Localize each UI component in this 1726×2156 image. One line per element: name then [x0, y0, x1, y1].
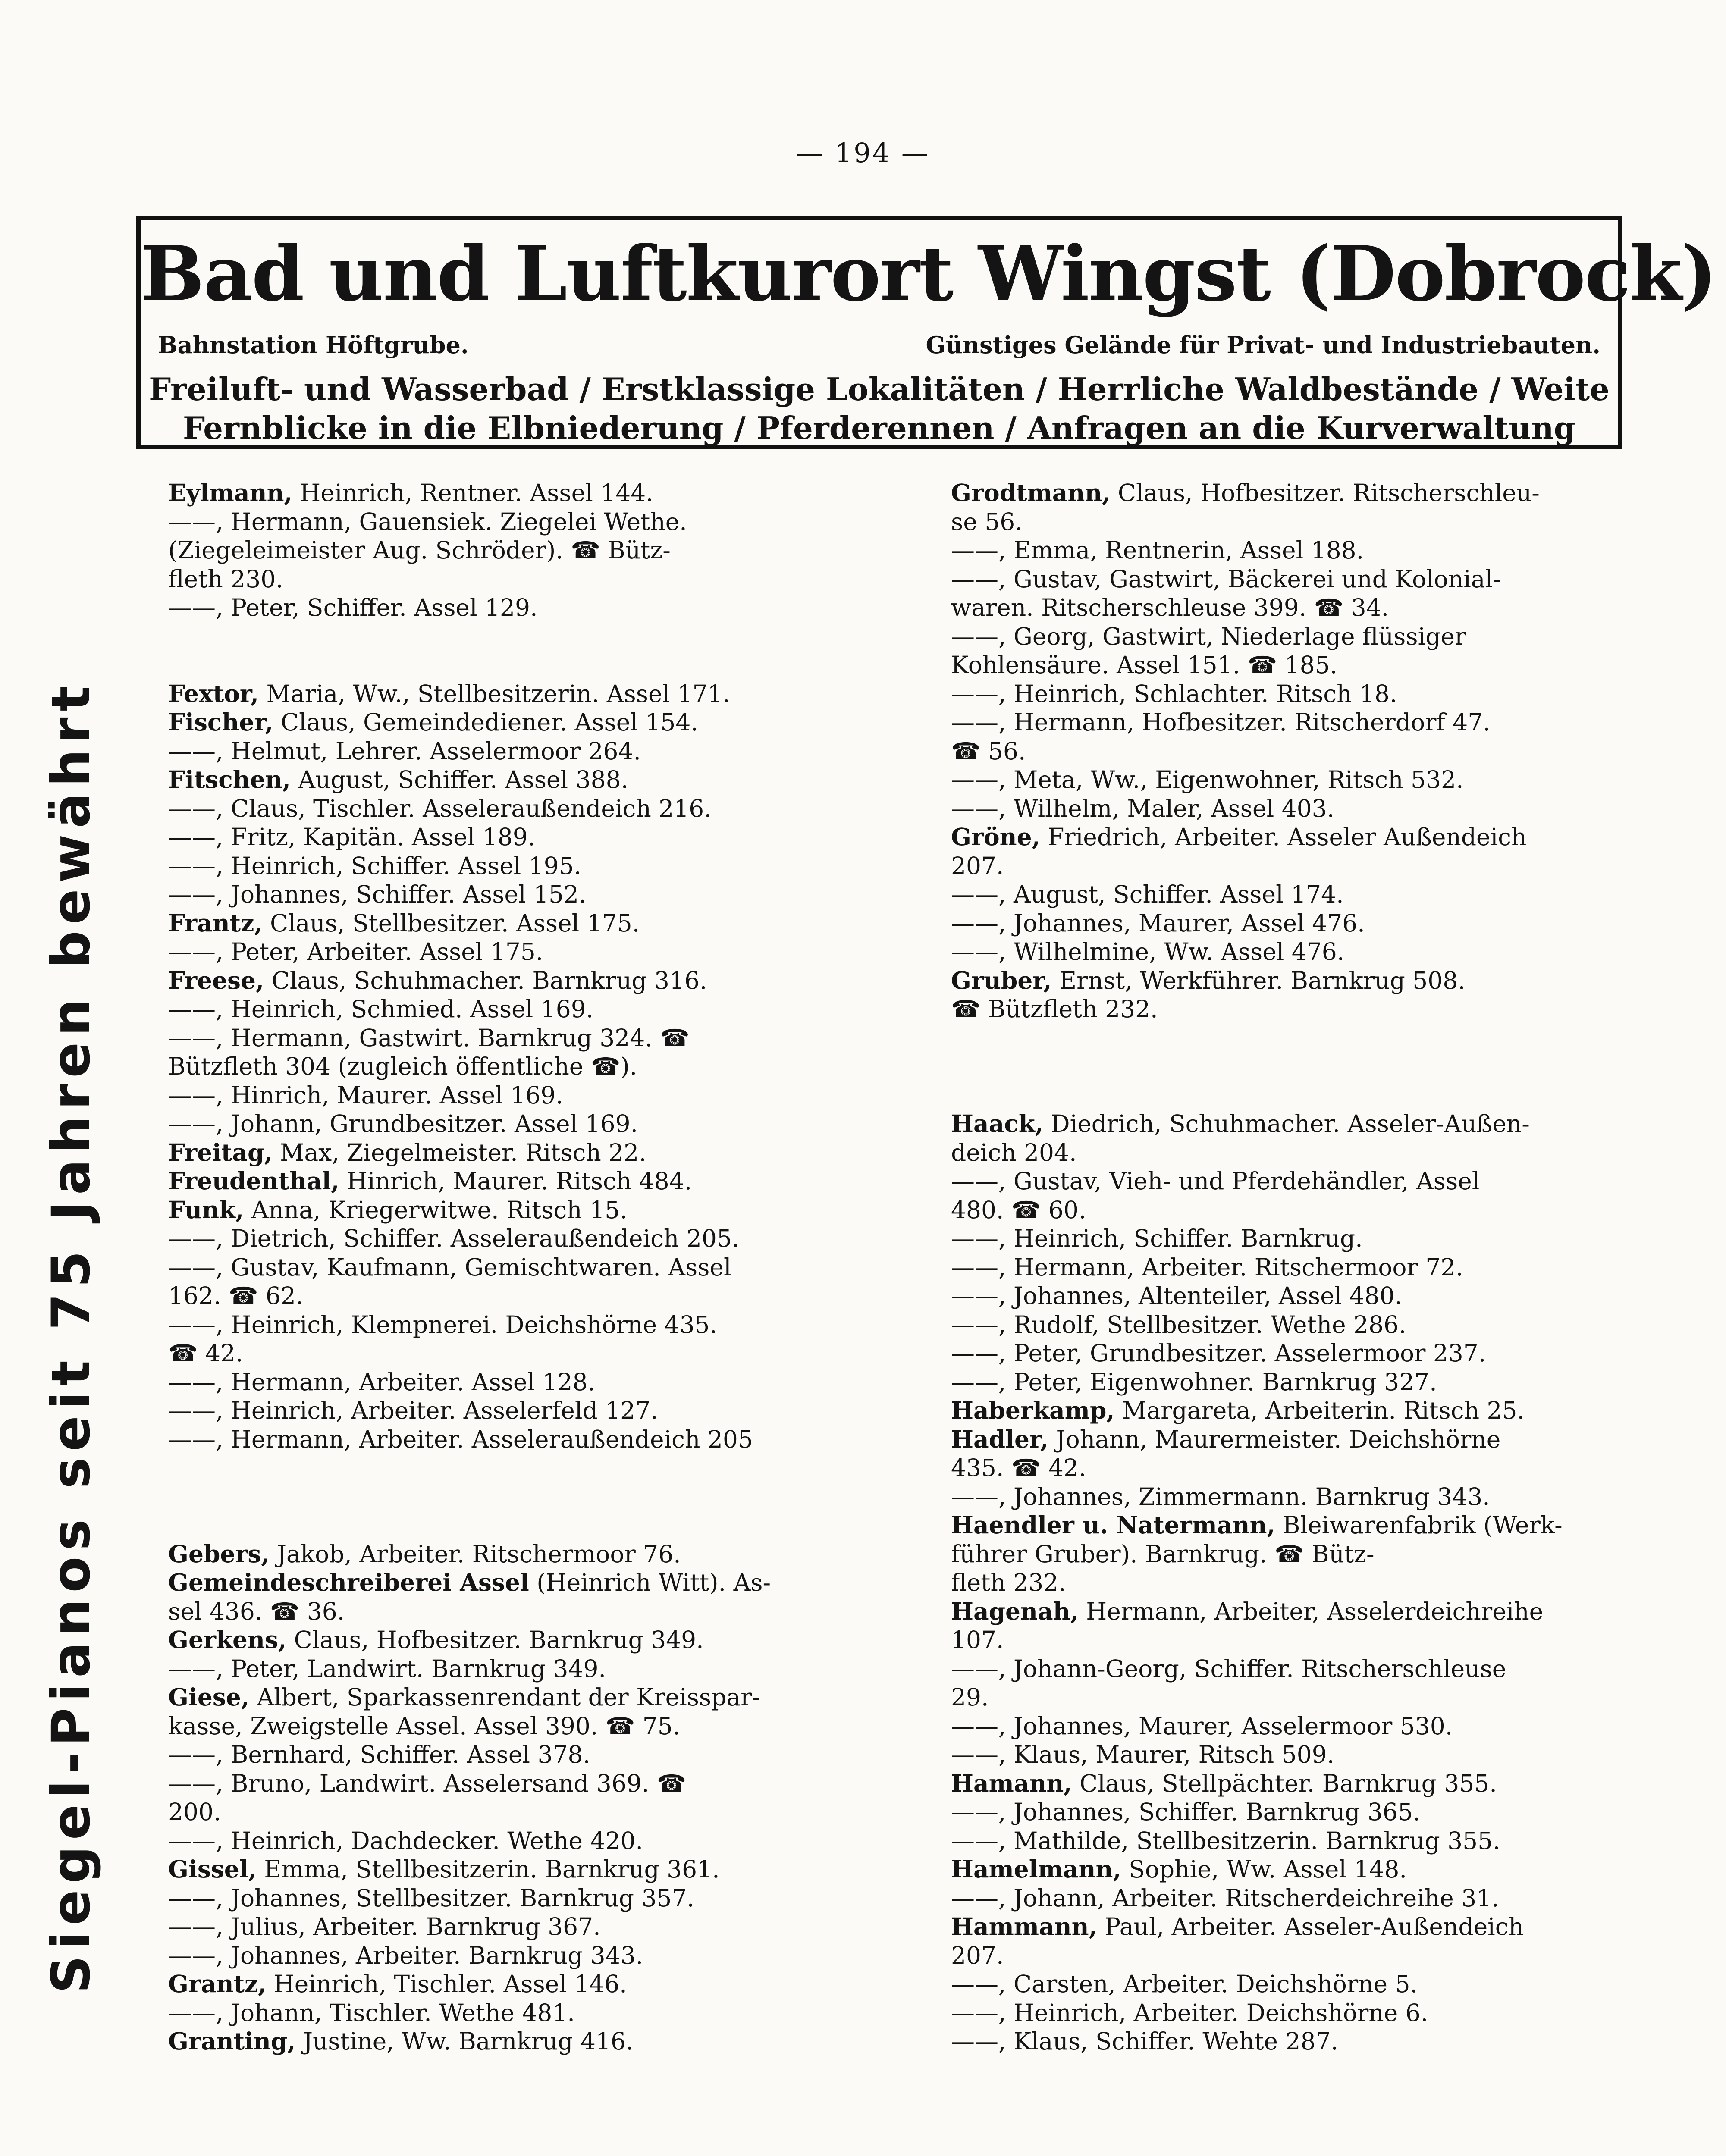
directory-entry: [951, 737, 1658, 766]
entry-text: ——, Gustav, Vieh- und Pferdehändler, Assel: [951, 1167, 1480, 1195]
entry-text: ——, Johann, Grundbesitzer. Assel 169.: [168, 1110, 638, 1138]
entry-text: ——, Johannes, Arbeiter. Barnkrug 343.: [168, 1941, 643, 1969]
entry-text: ——, Peter, Landwirt. Barnkrug 349.: [168, 1655, 606, 1683]
directory-entry: [951, 909, 1658, 938]
directory-entry: [168, 1970, 876, 1999]
directory-entry: [168, 765, 876, 794]
ad-subtitle-left: Bahnstation Höftgrube.: [158, 331, 469, 359]
directory-entry: [951, 1396, 1658, 1425]
directory-entry: [168, 1081, 876, 1110]
directory-entry: [951, 1655, 1658, 1683]
directory-entry: [168, 565, 876, 594]
directory-entry: [951, 1798, 1658, 1827]
directory-entry: [951, 1253, 1658, 1282]
directory-entry: [168, 966, 876, 995]
header-advertisement: [136, 216, 1717, 449]
entry-surname: Fischer,: [168, 708, 273, 736]
entry-text: ——, Heinrich, Arbeiter. Asselerfeld 127.: [168, 1397, 658, 1424]
directory-entry: [168, 1540, 876, 1569]
directory-entry: [168, 508, 876, 536]
directory-entry: [951, 708, 1658, 737]
directory-entry: [168, 1253, 876, 1282]
entry-surname: Fextor,: [168, 679, 259, 708]
entry-text: Margareta, Arbeiterin. Ritsch 25.: [1114, 1397, 1525, 1424]
entry-text: sel 436. ☎ 36.: [168, 1597, 345, 1625]
directory-entry: [951, 1884, 1658, 1913]
ad-subtitle-right: Günstiges Gelände für Privat- und Industriebauten.: [926, 331, 1600, 359]
entry-text: ——, Hermann, Arbeiter. Asseleraußendeich 205: [168, 1425, 753, 1453]
directory-entry: [168, 1310, 876, 1339]
directory-entry: [168, 1626, 876, 1655]
directory-entry: [168, 1167, 876, 1196]
entry-text: 207.: [951, 1941, 1004, 1969]
entry-text: 200.: [168, 1798, 221, 1826]
side-advertisement: [39, 453, 104, 2156]
directory-entry: [951, 1540, 1658, 1569]
directory-entry: [168, 880, 876, 909]
directory-entry: [168, 1339, 876, 1368]
directory-entry: [168, 1597, 876, 1626]
entry-surname: Freese,: [168, 966, 264, 994]
directory-entry: [951, 1482, 1658, 1511]
directory-entry: [951, 880, 1658, 909]
entry-surname: Hadler,: [951, 1425, 1049, 1453]
entry-text: Bleiwarenfabrik (Werk-: [1275, 1511, 1563, 1539]
directory-entry: [168, 1769, 876, 1798]
directory-entry: [951, 1712, 1658, 1741]
directory-entry: [168, 1396, 876, 1425]
entry-text: ——, Heinrich, Schiffer. Barnkrug.: [951, 1225, 1363, 1252]
entry-text: ☎ Bützfleth 232.: [951, 995, 1158, 1023]
entry-text: ——, Claus, Tischler. Asseleraußendeich 216.: [168, 794, 712, 822]
directory-entry: [168, 1282, 876, 1310]
entry-text: 107.: [951, 1626, 1004, 1654]
entry-text: ——, Klaus, Maurer, Ritsch 509.: [951, 1741, 1335, 1768]
directory-entry: [951, 1970, 1658, 1999]
directory-entry: [168, 1655, 876, 1683]
entry-surname: Haendler u. Natermann,: [951, 1511, 1275, 1539]
entry-text: deich 204.: [951, 1138, 1077, 1166]
entry-text: ——, Peter, Grundbesitzer. Asselermoor 237.: [951, 1339, 1486, 1367]
directory-entry: [951, 937, 1658, 966]
entry-text: ——, Rudolf, Stellbesitzer. Wethe 286.: [951, 1310, 1406, 1338]
spacer: [951, 1081, 1658, 1110]
entry-text: ——, Heinrich, Schmied. Assel 169.: [168, 995, 594, 1023]
entry-text: ——, Hermann, Gastwirt. Barnkrug 324. ☎: [168, 1024, 690, 1052]
entry-text: August, Schiffer. Assel 388.: [290, 766, 629, 793]
directory-entry: [951, 1683, 1658, 1712]
directory-entry: [951, 1167, 1658, 1196]
entry-text: ——, Meta, Ww., Eigenwohner, Ritsch 532.: [951, 766, 1464, 793]
entry-surname: Hagenah,: [951, 1597, 1079, 1625]
entry-surname: Giese,: [168, 1683, 249, 1711]
entry-surname: Hamelmann,: [951, 1855, 1121, 1883]
directory-entry: [951, 1827, 1658, 1855]
entry-surname: Freitag,: [168, 1138, 273, 1166]
entry-surname: Frantz,: [168, 909, 263, 937]
entry-text: ——, Johannes, Zimmermann. Barnkrug 343.: [951, 1482, 1490, 1510]
entry-text: Claus, Hofbesitzer. Barnkrug 349.: [286, 1626, 704, 1654]
entry-text: ——, Johann, Tischler. Wethe 481.: [168, 1999, 575, 2027]
directory-entry: [168, 536, 876, 565]
entry-surname: Fitschen,: [168, 765, 291, 793]
entry-text: ——, Johannes, Schiffer. Barnkrug 365.: [951, 1798, 1421, 1826]
directory-entry: [951, 1999, 1658, 2028]
directory-entry: [951, 565, 1658, 594]
directory-entry: [951, 1310, 1658, 1339]
entry-text: ——, Wilhelmine, Ww. Assel 476.: [951, 938, 1345, 965]
spacer: [168, 1482, 876, 1511]
directory-entry: [168, 1912, 876, 1941]
directory-entry: [168, 1941, 876, 1970]
directory-entry: [951, 823, 1658, 852]
entry-text: ——, Julius, Arbeiter. Barnkrug 367.: [168, 1913, 601, 1940]
entry-surname: Gröne,: [951, 823, 1040, 851]
directory-entry: [168, 1683, 876, 1712]
directory-entry: [168, 823, 876, 852]
directory-entry: [951, 1597, 1658, 1626]
entry-text: Maria, Ww., Stellbesitzerin. Assel 171.: [259, 680, 731, 708]
entry-text: Claus, Stellbesitzer. Assel 175.: [262, 909, 640, 937]
entry-surname: Gissel,: [168, 1855, 257, 1883]
entry-text: Heinrich, Tischler. Assel 146.: [266, 1970, 627, 1998]
directory-entry: [951, 1138, 1658, 1167]
entry-surname: Gruber,: [951, 966, 1052, 994]
directory-entry: [951, 508, 1658, 536]
entry-text: ——, Fritz, Kapitän. Assel 189.: [168, 823, 536, 851]
entry-surname: Eylmann,: [168, 479, 292, 507]
entry-text: se 56.: [951, 508, 1023, 536]
directory-entry: [168, 2027, 876, 2056]
directory-entry: [168, 1052, 876, 1081]
entry-text: ——, Johannes, Schiffer. Assel 152.: [168, 881, 587, 908]
entry-text: ☎ 56.: [951, 737, 1026, 765]
entry-text: ——, Gustav, Gastwirt, Bäckerei und Kolonial-: [951, 565, 1501, 593]
directory-entry: [951, 852, 1658, 881]
directory-entry: [168, 1109, 876, 1138]
directory-entry: [168, 708, 876, 737]
directory-entry: [168, 1740, 876, 1769]
ad-title: Bad und Luftkurort Wingst (Dobrock): [141, 230, 1717, 318]
entry-text: ——, Helmut, Lehrer. Asselermoor 264.: [168, 737, 641, 765]
directory-entry: [951, 995, 1658, 1024]
directory-entry: [951, 651, 1658, 680]
directory-entry: [951, 2027, 1658, 2056]
entry-text: ——, Johannes, Maurer, Assel 476.: [951, 909, 1365, 937]
entry-text: Friedrich, Arbeiter. Asseler Außendeich: [1040, 823, 1527, 851]
entry-text: (Ziegeleimeister Aug. Schröder). ☎ Bütz-: [168, 536, 671, 564]
entry-text: Bützfleth 304 (zugleich öffentliche ☎).: [168, 1053, 637, 1080]
directory-entry: [168, 479, 876, 508]
entry-text: ——, Johannes, Altenteiler, Assel 480.: [951, 1282, 1403, 1310]
entry-text: Claus, Gemeindediener. Assel 154.: [273, 708, 698, 736]
entry-text: Ernst, Werkführer. Barnkrug 508.: [1051, 966, 1466, 994]
spacer: [168, 1511, 876, 1540]
directory-entry: [951, 966, 1658, 995]
entry-text: ——, Mathilde, Stellbesitzerin. Barnkrug 355.: [951, 1827, 1500, 1855]
directory-entry: [951, 765, 1658, 794]
entry-text: ——, Hinrich, Maurer. Assel 169.: [168, 1081, 563, 1109]
entry-text: (Heinrich Witt). As-: [529, 1569, 771, 1596]
directory-entry: [951, 680, 1658, 708]
entry-text: ——, Heinrich, Schiffer. Assel 195.: [168, 852, 582, 880]
directory-entry: [168, 1884, 876, 1913]
entry-text: ——, Heinrich, Dachdecker. Wethe 420.: [168, 1827, 643, 1855]
directory-entry: [168, 1855, 876, 1884]
entry-text: fleth 230.: [168, 565, 283, 593]
directory-entry: [168, 1568, 876, 1597]
entry-text: ——, Heinrich, Schlachter. Ritsch 18.: [951, 680, 1397, 708]
entry-surname: Gerkens,: [168, 1626, 287, 1654]
directory-entry: [951, 1769, 1658, 1798]
entry-text: ——, Klaus, Schiffer. Wehte 287.: [951, 2028, 1338, 2055]
directory-entry: [951, 479, 1658, 508]
entry-surname: Grantz,: [168, 1970, 267, 1998]
entry-text: ——, Hermann, Gauensiek. Ziegelei Wethe.: [168, 508, 687, 536]
entry-text: Heinrich, Rentner. Assel 144.: [292, 479, 653, 507]
entry-text: 162. ☎ 62.: [168, 1282, 304, 1310]
directory-entry: [951, 593, 1658, 622]
entry-text: ——, Georg, Gastwirt, Niederlage flüssiger: [951, 622, 1466, 650]
directory-entry: [951, 1568, 1658, 1597]
directory-entry: [168, 1827, 876, 1855]
entry-surname: Hammann,: [951, 1912, 1097, 1940]
entry-text: 480. ☎ 60.: [951, 1196, 1086, 1224]
ad-line-2: Fernblicke in die Elbniederung / Pferderennen / Anfragen an die Kurverwaltung: [182, 410, 1576, 446]
directory-column-right: [951, 479, 1658, 2056]
directory-entry: [951, 1511, 1658, 1540]
spacer: [951, 1052, 1658, 1081]
directory-entry: [951, 1626, 1658, 1655]
page-number: — 194 —: [796, 137, 930, 169]
entry-text: ——, Heinrich, Klempnerei. Deichshörne 435.: [168, 1310, 717, 1338]
entry-surname: Gemeindeschreiberei Assel: [168, 1568, 529, 1596]
entry-text: Diedrich, Schuhmacher. Asseler-Außen-: [1043, 1110, 1530, 1138]
entry-text: Emma, Stellbesitzerin. Barnkrug 361.: [256, 1855, 720, 1883]
entry-surname: Haack,: [951, 1109, 1043, 1138]
entry-text: Hermann, Arbeiter, Asselerdeichreihe: [1078, 1597, 1544, 1625]
directory-entry: [168, 1712, 876, 1741]
directory-entry: [951, 1454, 1658, 1482]
spacer: [168, 622, 876, 651]
entry-text: 29.: [951, 1683, 989, 1711]
entry-text: Kohlensäure. Assel 151. ☎ 185.: [951, 651, 1338, 679]
entry-text: ——, Hermann, Hofbesitzer. Ritscherdorf 47.: [951, 708, 1491, 736]
entry-text: waren. Ritscherschleuse 399. ☎ 34.: [951, 594, 1389, 621]
entry-surname: Hamann,: [951, 1769, 1072, 1797]
entry-text: ——, August, Schiffer. Assel 174.: [951, 881, 1344, 908]
entry-text: ——, Dietrich, Schiffer. Asseleraußendeich 205.: [168, 1225, 740, 1252]
directory-entry: [951, 1855, 1658, 1884]
entry-text: ——, Emma, Rentnerin, Assel 188.: [951, 536, 1364, 564]
entry-text: ——, Heinrich, Arbeiter. Deichshörne 6.: [951, 1999, 1428, 2027]
entry-text: ——, Johann-Georg, Schiffer. Ritscherschleuse: [951, 1655, 1506, 1683]
entry-text: Johann, Maurermeister. Deichshörne: [1048, 1425, 1501, 1453]
directory-entry: [168, 737, 876, 766]
directory-entry: [168, 1368, 876, 1397]
directory-entry: [168, 794, 876, 823]
directory-entry: [168, 680, 876, 708]
directory-entry: [951, 1282, 1658, 1310]
entry-text: Claus, Stellpächter. Barnkrug 355.: [1072, 1769, 1497, 1797]
entry-text: ——, Hermann, Arbeiter. Ritschermoor 72.: [951, 1253, 1463, 1281]
entry-surname: Grodtmann,: [951, 479, 1111, 507]
entry-surname: Freudenthal,: [168, 1167, 339, 1195]
directory-entry: [951, 1224, 1658, 1253]
entry-text: Jakob, Arbeiter. Ritschermoor 76.: [269, 1540, 681, 1568]
directory-entry: [951, 1339, 1658, 1368]
entry-text: Sophie, Ww. Assel 148.: [1121, 1855, 1407, 1883]
directory-entry: [168, 1024, 876, 1053]
directory-entry: [168, 1425, 876, 1454]
directory-entry: [951, 1941, 1658, 1970]
directory-entry: [951, 1740, 1658, 1769]
entry-surname: Funk,: [168, 1195, 244, 1224]
entry-text: Justine, Ww. Barnkrug 416.: [295, 2028, 634, 2055]
entry-text: Max, Ziegelmeister. Ritsch 22.: [272, 1138, 646, 1166]
directory-entry: [168, 852, 876, 881]
directory-entry: [168, 1999, 876, 2028]
entry-text: Paul, Arbeiter. Asseler-Außendeich: [1097, 1913, 1524, 1940]
spacer: [168, 1454, 876, 1482]
entry-text: ——, Wilhelm, Maler, Assel 403.: [951, 794, 1335, 822]
entry-text: ——, Peter, Schiffer. Assel 129.: [168, 594, 538, 621]
entry-text: Claus, Hofbesitzer. Ritscherschleu-: [1110, 479, 1540, 507]
entry-text: fleth 232.: [951, 1569, 1066, 1596]
entry-text: ——, Johann, Arbeiter. Ritscherdeichreihe 31.: [951, 1884, 1499, 1912]
directory-entry: [168, 909, 876, 938]
entry-text: ——, Hermann, Arbeiter. Assel 128.: [168, 1368, 595, 1396]
directory-entry: [168, 593, 876, 622]
side-ad-text: Siegel-Pianos seit 75 Jahren bewährt: [41, 680, 102, 1993]
directory-column-left: [168, 479, 876, 2056]
entry-text: 435. ☎ 42.: [951, 1454, 1086, 1482]
directory-entry: [168, 1224, 876, 1253]
entry-text: 207.: [951, 852, 1004, 880]
directory-entry: [951, 1109, 1658, 1138]
entry-surname: Gebers,: [168, 1539, 270, 1568]
directory-entry: [168, 937, 876, 966]
directory-entry: [951, 1368, 1658, 1397]
entry-text: ——, Bruno, Landwirt. Asselersand 369. ☎: [168, 1769, 687, 1797]
entry-text: kasse, Zweigstelle Assel. Assel 390. ☎ 75.: [168, 1712, 681, 1740]
entry-text: ——, Peter, Eigenwohner. Barnkrug 327.: [951, 1368, 1437, 1396]
directory-entry: [168, 1196, 876, 1225]
directory-entry: [168, 1798, 876, 1827]
entry-text: Anna, Kriegerwitwe. Ritsch 15.: [244, 1196, 628, 1224]
directory-entry: [951, 1912, 1658, 1941]
entry-text: ——, Gustav, Kaufmann, Gemischtwaren. Assel: [168, 1253, 731, 1281]
entry-text: ☎ 42.: [168, 1339, 243, 1367]
directory-entry: [951, 1196, 1658, 1225]
directory-entry: [951, 536, 1658, 565]
entry-surname: Haberkamp,: [951, 1396, 1115, 1424]
directory-entry: [168, 995, 876, 1024]
entry-text: Hinrich, Maurer. Ritsch 484.: [339, 1167, 692, 1195]
directory-entry: [951, 794, 1658, 823]
spacer: [951, 1024, 1658, 1053]
spacer: [168, 651, 876, 680]
entry-text: ——, Johannes, Maurer, Asselermoor 530.: [951, 1712, 1453, 1740]
directory-entry: [951, 1425, 1658, 1454]
entry-text: ——, Bernhard, Schiffer. Assel 378.: [168, 1741, 590, 1768]
directory-entry: [951, 622, 1658, 651]
entry-text: ——, Carsten, Arbeiter. Deichshörne 5.: [951, 1970, 1418, 1998]
directory-entry: [168, 1138, 876, 1167]
entry-text: ——, Johannes, Stellbesitzer. Barnkrug 357.: [168, 1884, 694, 1912]
entry-text: Claus, Schuhmacher. Barnkrug 316.: [264, 966, 707, 994]
entry-text: Albert, Sparkassenrendant der Kreisspar-: [249, 1683, 760, 1711]
entry-text: führer Gruber). Barnkrug. ☎ Bütz-: [951, 1540, 1375, 1568]
entry-surname: Granting,: [168, 2027, 296, 2055]
entry-text: ——, Peter, Arbeiter. Assel 175.: [168, 938, 543, 965]
ad-line-1: Freiluft- und Wasserbad / Erstklassige Lokalitäten / Herrliche Waldbestände / Weite: [149, 371, 1610, 407]
